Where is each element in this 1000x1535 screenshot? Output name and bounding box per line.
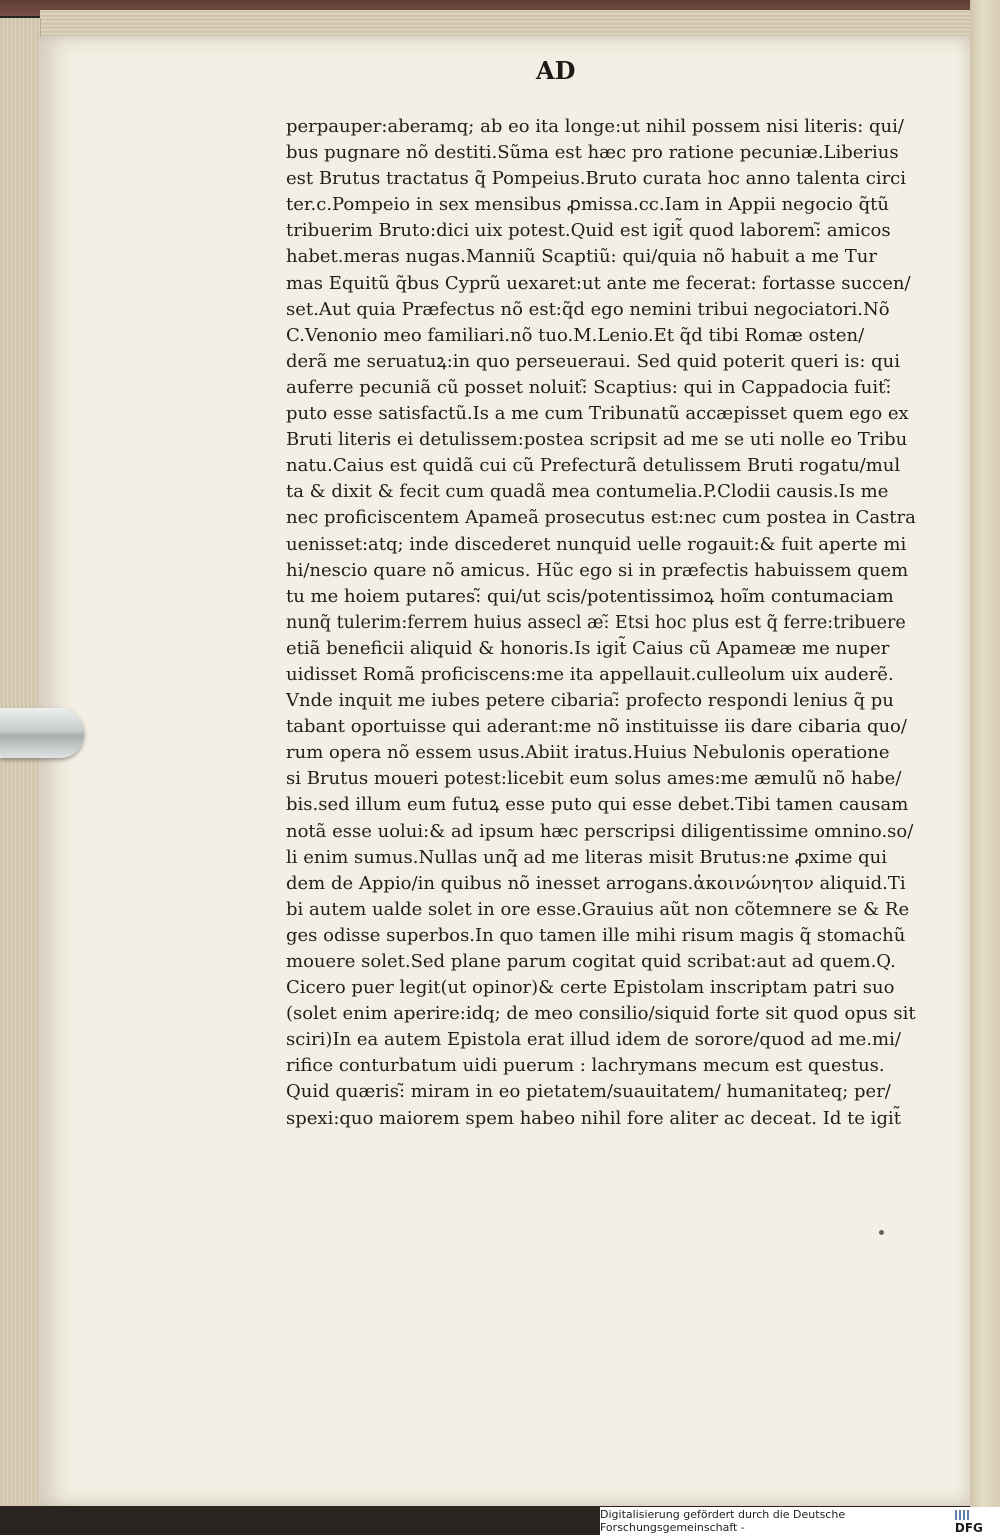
text-line: auferre pecuniã cũ posset noluit:̃ Scaptius: qui in Cappadocia fuit:̃ xyxy=(286,376,892,398)
credit-text: Digitalisierung gefördert durch die Deutsche Forschungsgemeinschaft - xyxy=(600,1508,846,1534)
text-line: C.Venonio meo familiari.nõ tuo.M.Lenio.Et q̃d tibi Romæ osten/ xyxy=(286,324,865,346)
body-text xyxy=(286,114,922,1174)
text-line: rifice conturbatum uidi puerum : lachrymans mecum est questus. xyxy=(286,1055,885,1077)
text-line: (solet enim aperire:idq; de meo consilio/siquid forte sit quod opus sit xyxy=(286,1003,916,1025)
text-line: sciri)In ea autem Epistola erat illud idem de sorore/quod ad me.mi/ xyxy=(286,1029,901,1051)
text-line: derã me seruatuꝝ:in quo perseueraui. Sed quid poterit queri is: qui xyxy=(286,350,900,372)
page-stack-right xyxy=(970,0,1000,1535)
dfg-logo-text: DFG xyxy=(954,1521,983,1535)
text-line: perpauper:aberamq; ab eo ita longe:ut nihil possem nisi literis: qui/ xyxy=(286,116,904,137)
dfg-logo-icon xyxy=(955,1510,969,1520)
text-line: est Brutus tractatus q̃ Pompeius.Bruto curata hoc anno talenta circi xyxy=(286,168,907,190)
page-heading: AD xyxy=(536,56,576,85)
text-line: hi/nescio quare nõ amicus. Hũc ego si in præfectis habuissem quem xyxy=(286,559,909,581)
ink-speck xyxy=(879,1230,884,1235)
text-line: ta & dixit & fecit cum quadã mea contumelia.P.Clodii causis.Is me xyxy=(286,481,889,503)
text-line: set.Aut quia Præfectus nõ est:q̃d ego nemini tribui negociatori.Nõ xyxy=(286,298,890,320)
text-line: mas Equitũ q̃bus Cyprũ uexaret:ut ante me fecerat: fortasse succen/ xyxy=(286,272,911,294)
text-line: tu me hoiem putares:̃ qui/ut scis/potentissimoꝝ hoĩm contumaciam xyxy=(286,585,894,607)
text-line: uenisset:atq; inde discederet nunquid uelle rogauit:& fuit aperte mi xyxy=(286,533,907,555)
text-line: dem de Appio/in quibus nõ inesset arrogans.ἀκοινώνητον aliquid.Ti xyxy=(286,872,906,894)
text-line: notã esse uolui:& ad ipsum hæc perscripsi diligentissime omnino.so/ xyxy=(286,820,914,842)
text-line: uidisset Romã proficiscens:me ita appellauit.culleolum uix auderẽ. xyxy=(286,663,894,685)
text-line: Bruti literis ei detulissem:postea scripsit ad me se uti nolle eo Tribu xyxy=(286,429,908,451)
text-line: li enim sumus.Nullas unq̃ ad me literas misit Brutus:ne ꝓxime qui xyxy=(286,846,888,868)
text-line: tribuerim Bruto:dici uix potest.Quid est igit̃ quod laborem:̃ amicos xyxy=(286,220,891,242)
text-line: mouere solet.Sed plane parum cogitat quid scribat:aut ad quem.Q. xyxy=(286,951,896,972)
text-line: ges odisse superbos.In quo tamen ille mihi risum magis q̃ stomachũ xyxy=(286,924,906,946)
text-line: tabant oportuisse qui aderant:me nõ instituisse iis dare cibaria quo/ xyxy=(286,716,907,738)
text-line: natu.Caius est quidã cui cũ Prefecturã detulissem Bruti rogatu/mul xyxy=(286,455,901,477)
digitization-credit xyxy=(600,1507,1000,1535)
text-line: bi autem ualde solet in ore esse.Grauius aũt non cõtemnere se & Re xyxy=(286,898,910,920)
text-line: ter.c.Pompeio in sex mensibus ꝓmissa.cc.Iam in Appii negocio q̃tũ xyxy=(286,194,889,216)
text-line: rum opera nõ essem usus.Abiit iratus.Huius Nebulonis operatione xyxy=(286,742,890,764)
text-line: nunq̃ tulerim:ferrem huius assecl æ:̃ Etsi hoc plus est q̃ ferre:tribuere xyxy=(286,612,906,633)
text-line: habet.meras nugas.Manniũ Scaptiũ: qui/quia nõ habuit a me Tur xyxy=(286,246,877,268)
text-line: bus pugnare nõ destiti.Sũma est hæc pro ratione pecuniæ.Liberius xyxy=(286,142,899,164)
text-line: Quid quæris:̃ miram in eo pietatem/suauitatem/ humanitateq; per/ xyxy=(286,1081,891,1103)
text-line: bis.sed illum eum futuꝝ esse puto qui esse debet.Tibi tamen causam xyxy=(286,794,909,816)
text-line: spexi:quo maiorem spem habeo nihil fore aliter ac deceat. Id te igit̃ xyxy=(286,1107,901,1129)
text-line: Vnde inquit me iubes petere cibaria:̃ profecto respondi lenius q̃ pu xyxy=(286,690,894,712)
page-stack-left xyxy=(0,18,41,1506)
text-line: si Brutus moueri potest:licebit eum solus ames:me æmulũ nõ habe/ xyxy=(286,768,902,790)
page-clip xyxy=(0,708,84,758)
text-line: etiã beneficii aliquid & honoris.Is igit̃ Caius cũ Apameæ me nuper xyxy=(286,637,890,659)
dfg-logo xyxy=(955,1507,994,1535)
text-line: puto esse satisfactũ.Is a me cum Tribunatũ accæpisset quem ego ex xyxy=(286,403,909,425)
text-line: Cicero puer legit(ut opinor)& certe Epistolam inscriptam patri suo xyxy=(286,977,895,999)
text-line: nec proficiscentem Apameã prosecutus est:nec cum postea in Castra xyxy=(286,507,916,529)
